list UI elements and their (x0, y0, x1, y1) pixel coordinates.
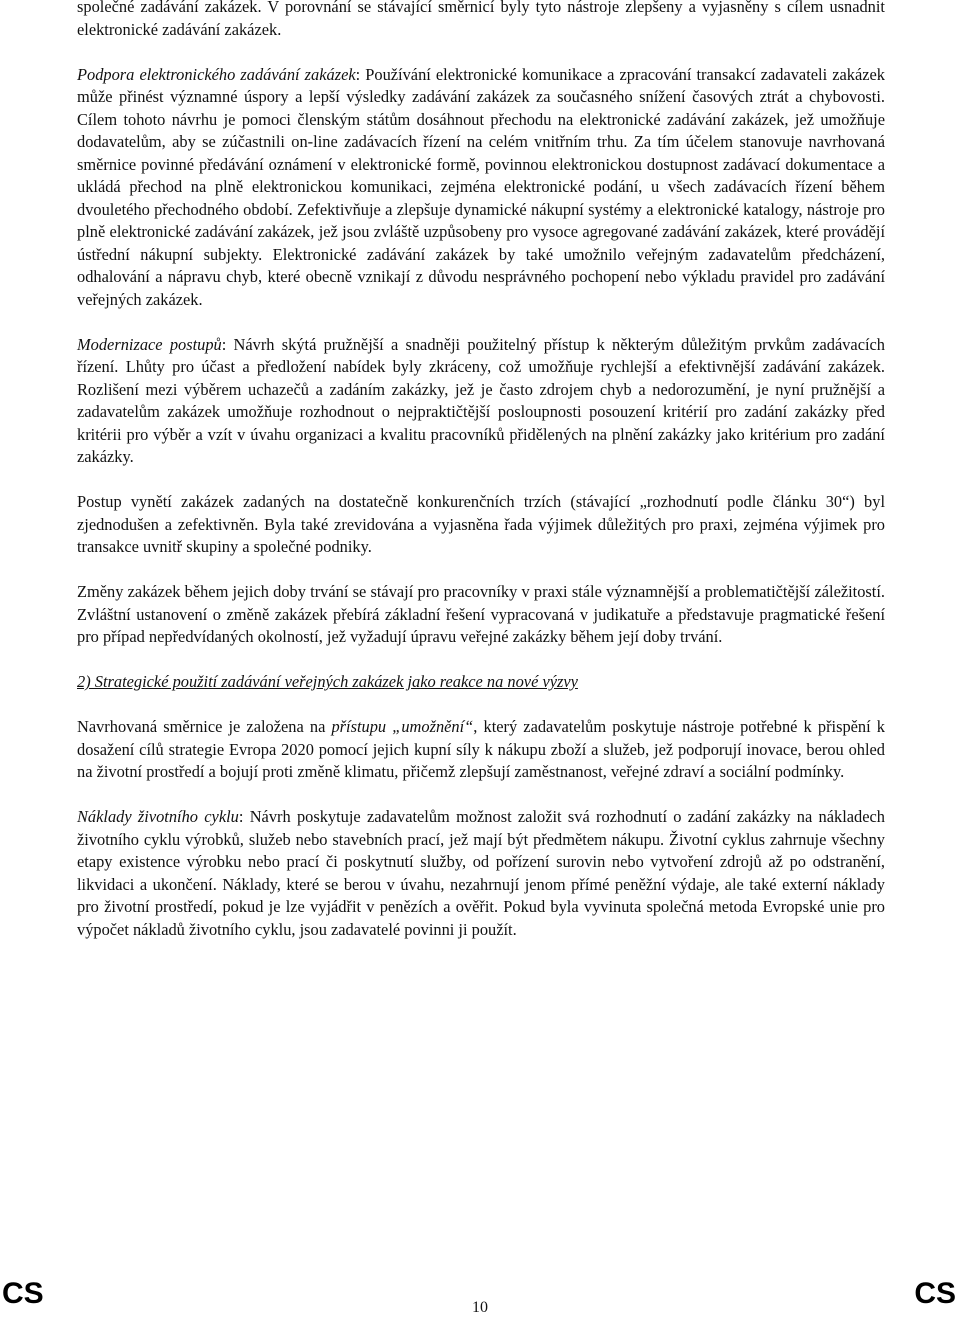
paragraph-text: : Používání elektronické komunikace a zpracování transakcí zadavateli zakázek může přinést významné úspory a lepší výsledky zadávání zakázek za současného snížení časových ztrát a chybovosti. Cílem tohoto návrhu je pomoci členským státům dosáhnout přechodu na elektronické zadávání zakázek, jež umožňuje dodavatelům, aby se zúčastnili on-line zadávacích řízení na celém vnitřním trhu. Za tím účelem stanovuje navrhovaná směrnice povinné předávání oznámení v elektronické formě, povinnou elektronickou dostupnost zadávací dokumentace a ukládá přechod na plně elektronickou komunikaci, zejména elektronické podání, u všech zadávacích řízení během dvouletého přechodného období. Zefektivňuje a zlepšuje dynamické nákupní systémy a elektronické katalogy, nástroje pro plně elektronické zadávání zakázek, jež jsou zvláště uzpůsobeny pro vysoce agregované zadávání zakázek, které provádějí ústřední nákupní subjekty. Elektronické zadávání zakázek by také umožnilo veřejným zadavatelům předcházení, odhalování a nápravu chyb, které obecně vznikají z důvodu nesprávného pochopení nebo výkladu pravidel pro zadávání veřejných zakázek. (77, 64, 885, 309)
footer-language-code-left: CS (2, 1277, 44, 1310)
paragraph-enabling-approach (77, 716, 885, 784)
paragraph-text: : Návrh poskytuje zadavatelům možnost založit svá rozhodnutí o zadání zakázky na nákladech životního cyklu výrobků, služeb nebo stavebních prací, jež mají být předmětem nákupu. Životní cyklus zahrnuje všechny etapy existence výrobku nebo prací či poskytnutí služby, od pořízení surovin nebo vytvoření zdrojů až po odstranění, likvidaci a ukončení. Náklady, které se berou v úvahu, nezahrnují jenom přímé peněžní výdaje, ale také externí náklady pro životní prostředí, pokud je lze vyjádřit v penězích a ověřit. Pokud byla vyvinuta společná metoda Evropské unie pro výpočet nákladů životního cyklu, jsou zadavatelé povinni ji použít. (77, 807, 885, 939)
page-number: 10 (472, 1299, 488, 1316)
paragraph-modernization (77, 334, 885, 469)
paragraph-heading: Modernizace postupů (77, 334, 222, 354)
paragraph-text: Změny zakázek během jejich doby trvání se stávají pro pracovníky v praxi stále významnější a problematičtější záležitostí. Zvláštní ustanovení o změně zakázek přebírá základní řešení vypracovaná v judikatuře a představuje pragmatické řešení pro případ nepředvídaných okolností, jež vyžadují úpravu veřejné zakázky během její doby trvání. (77, 582, 885, 646)
paragraph-intro-continuation (77, 0, 885, 41)
paragraph-life-cycle-costs (77, 806, 885, 941)
paragraph-exemption (77, 491, 885, 559)
paragraph-text: , který zadavatelům poskytuje nástroje potřebné k přispění k dosažení cílů strategie Evropa 2020 pomocí jejich kupní síly k nákupu zboží a služeb, jež podporují inovace, berou ohled na životní prostředí a bojují proti změně klimatu, přičemž zlepšují zaměstnanost, veřejné zdraví a sociální podmínky. (77, 717, 885, 781)
section-heading (77, 671, 885, 694)
paragraph-text: : Návrh skýtá pružnější a snadněji použitelný přístup k některým důležitým prvkům zadávacích řízení. Lhůty pro účast a předložení nabídek byly zkráceny, což umožňuje rychlejší a efektivnější zadávání zakázek. Rozlišení mezi výběrem uchazečů a zadáním zakázky, jež je často zdrojem chyb a nedorozumění, je nyní pružnější a zadavatelům zakázek umožňuje rozhodnout o nejpraktičtější posloupnosti posouzení kritérií pro zadání zakázky před kritérii pro výběr a vzít v úvahu organizaci a kvalitu pracovníků přidělených na plnění zakázky jako kritérium pro zadání zakázky. (77, 334, 885, 466)
paragraph-emphasis: přístupu „umožnění“ (331, 717, 474, 736)
paragraph-text: Navrhovaná směrnice je založena na (77, 717, 332, 736)
paragraph-heading: Náklady životního cyklu (77, 807, 239, 826)
document-body (77, 0, 885, 964)
paragraph-heading: Podpora elektronického zadávání zakázek (77, 64, 356, 84)
paragraph-contract-changes (77, 581, 885, 649)
paragraph-text: společné zadávání zakázek. V porovnání se stávající směrnicí byly tyto nástroje zlepšeny a vyjasněny s cílem usnadnit elektronické zadávání zakázek. (77, 0, 885, 39)
paragraph-e-procurement (77, 64, 885, 312)
section-heading-text: 2) Strategické použití zadávání veřejných zakázek jako reakce na nové výzvy (77, 672, 578, 691)
paragraph-text: Postup vynětí zakázek zadaných na dostatečně konkurenčních trzích (stávající „rozhodnutí podle článku 30“) byl zjednodušen a zefektivněn. Byla také zrevidována a vyjasněna řada výjimek důležitých pro praxi, zejména výjimek pro transakce uvnitř skupiny a společné podniky. (77, 492, 885, 556)
footer-language-code-right: CS (914, 1277, 956, 1310)
